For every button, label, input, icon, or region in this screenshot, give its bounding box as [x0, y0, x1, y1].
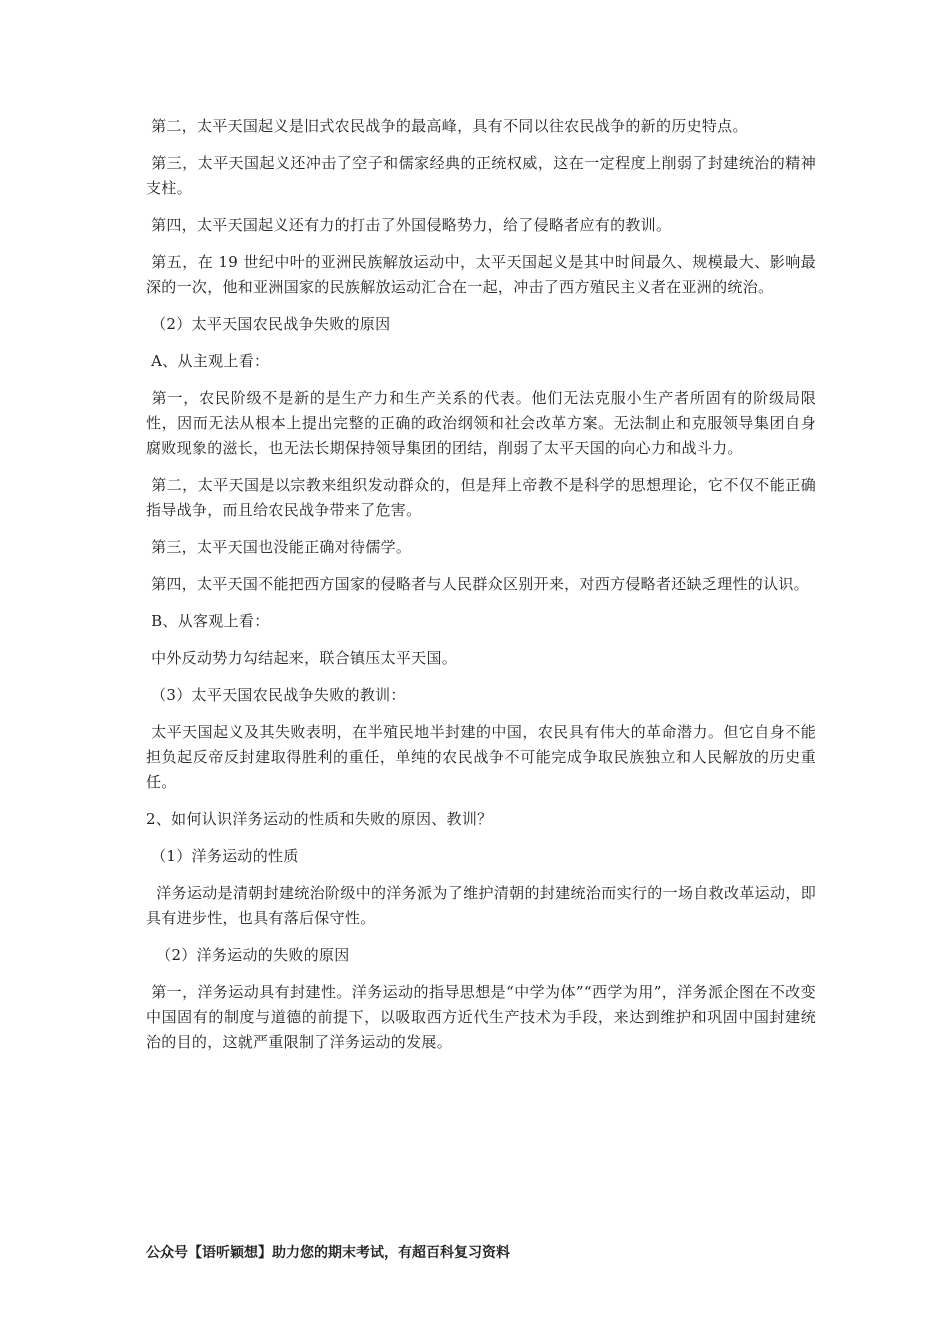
heading-yangwu-nature: （1）洋务运动的性质: [146, 847, 299, 865]
heading-subjective: A、从主观上看：: [146, 352, 270, 370]
heading-failure-reasons: （2）太平天国农民战争失败的原因: [146, 315, 391, 333]
paragraph-subjective-third: 第三，太平天国也没能正确对待儒学。: [146, 538, 412, 556]
paragraph-subjective-fourth: 第四，太平天国不能把西方国家的侵略者与人民群众区别开来，对西方侵略者还缺乏理性的认识。: [146, 575, 809, 593]
heading-objective: B、从客观上看：: [146, 612, 270, 630]
paragraph-subjective-second: 第二，太平天国是以宗教来组织发动群众的，但是拜上帝教不是科学的思想理论，它不仅不能正确指导战争，而且给农民战争带来了危害。: [146, 476, 816, 519]
paragraph-taiping-second: 第二，太平天国起义是旧式农民战争的最高峰，具有不同以往农民战争的新的历史特点。: [146, 117, 748, 135]
heading-yangwu-failure: （2）洋务运动的失败的原因: [146, 946, 350, 964]
document-body: [146, 114, 816, 1067]
paragraph-taiping-third: 第三，太平天国起义还冲击了空子和儒家经典的正统权威，这在一定程度上削弱了封建统治的精神支柱。: [146, 154, 816, 197]
paragraph-yangwu-first: 第一，洋务运动具有封建性。洋务运动的指导思想是“中学为体”“西学为用”，洋务派企图在不改变中国固有的制度与道德的前提下，以吸取西方近代生产技术为手段，来达到维护和巩固中国封建统治的目的，这就严重限制了洋务运动的发展。: [146, 983, 816, 1051]
paragraph-lessons: 太平天国起义及其失败表明，在半殖民地半封建的中国，农民具有伟大的革命潜力。但它自身不能担负起反帝反封建取得胜利的重任，单纯的农民战争不可能完成争取民族独立和人民解放的历史重任。: [146, 723, 816, 791]
paragraph-yangwu-nature: 洋务运动是清朝封建统治阶级中的洋务派为了维护清朝的封建统治而实行的一场自救改革运动，即具有进步性，也具有落后保守性。: [146, 884, 817, 927]
heading-lessons: （3）太平天国农民战争失败的教训：: [146, 686, 406, 704]
paragraph-taiping-fourth: 第四，太平天国起义还有力的打击了外国侵略势力，给了侵略者应有的教训。: [146, 216, 672, 234]
paragraph-taiping-fifth: 第五，在 19 世纪中叶的亚洲民族解放运动中，太平天国起义是其中时间最久、规模最大、影响最深的一次，他和亚洲国家的民族解放运动汇合在一起，冲击了西方殖民主义者在亚洲的统治。: [146, 253, 816, 296]
paragraph-subjective-first: 第一，农民阶级不是新的是生产力和生产关系的代表。他们无法克服小生产者所固有的阶级局限性，因而无法从根本上提出完整的正确的政治纲领和社会改革方案。无法制止和克服领导集团自身腐败现象的滋长，也无法长期保持领导集团的团结，削弱了太平天国的向心力和战斗力。: [146, 389, 816, 457]
paragraph-objective: 中外反动势力勾结起来，联合镇压太平天国。: [146, 649, 458, 667]
page-footer: 公众号【语听颖想】助力您的期末考试，有超百科复习资料: [146, 1245, 510, 1261]
question-yangwu: 2、如何认识洋务运动的性质和失败的原因、教训？: [146, 810, 493, 828]
